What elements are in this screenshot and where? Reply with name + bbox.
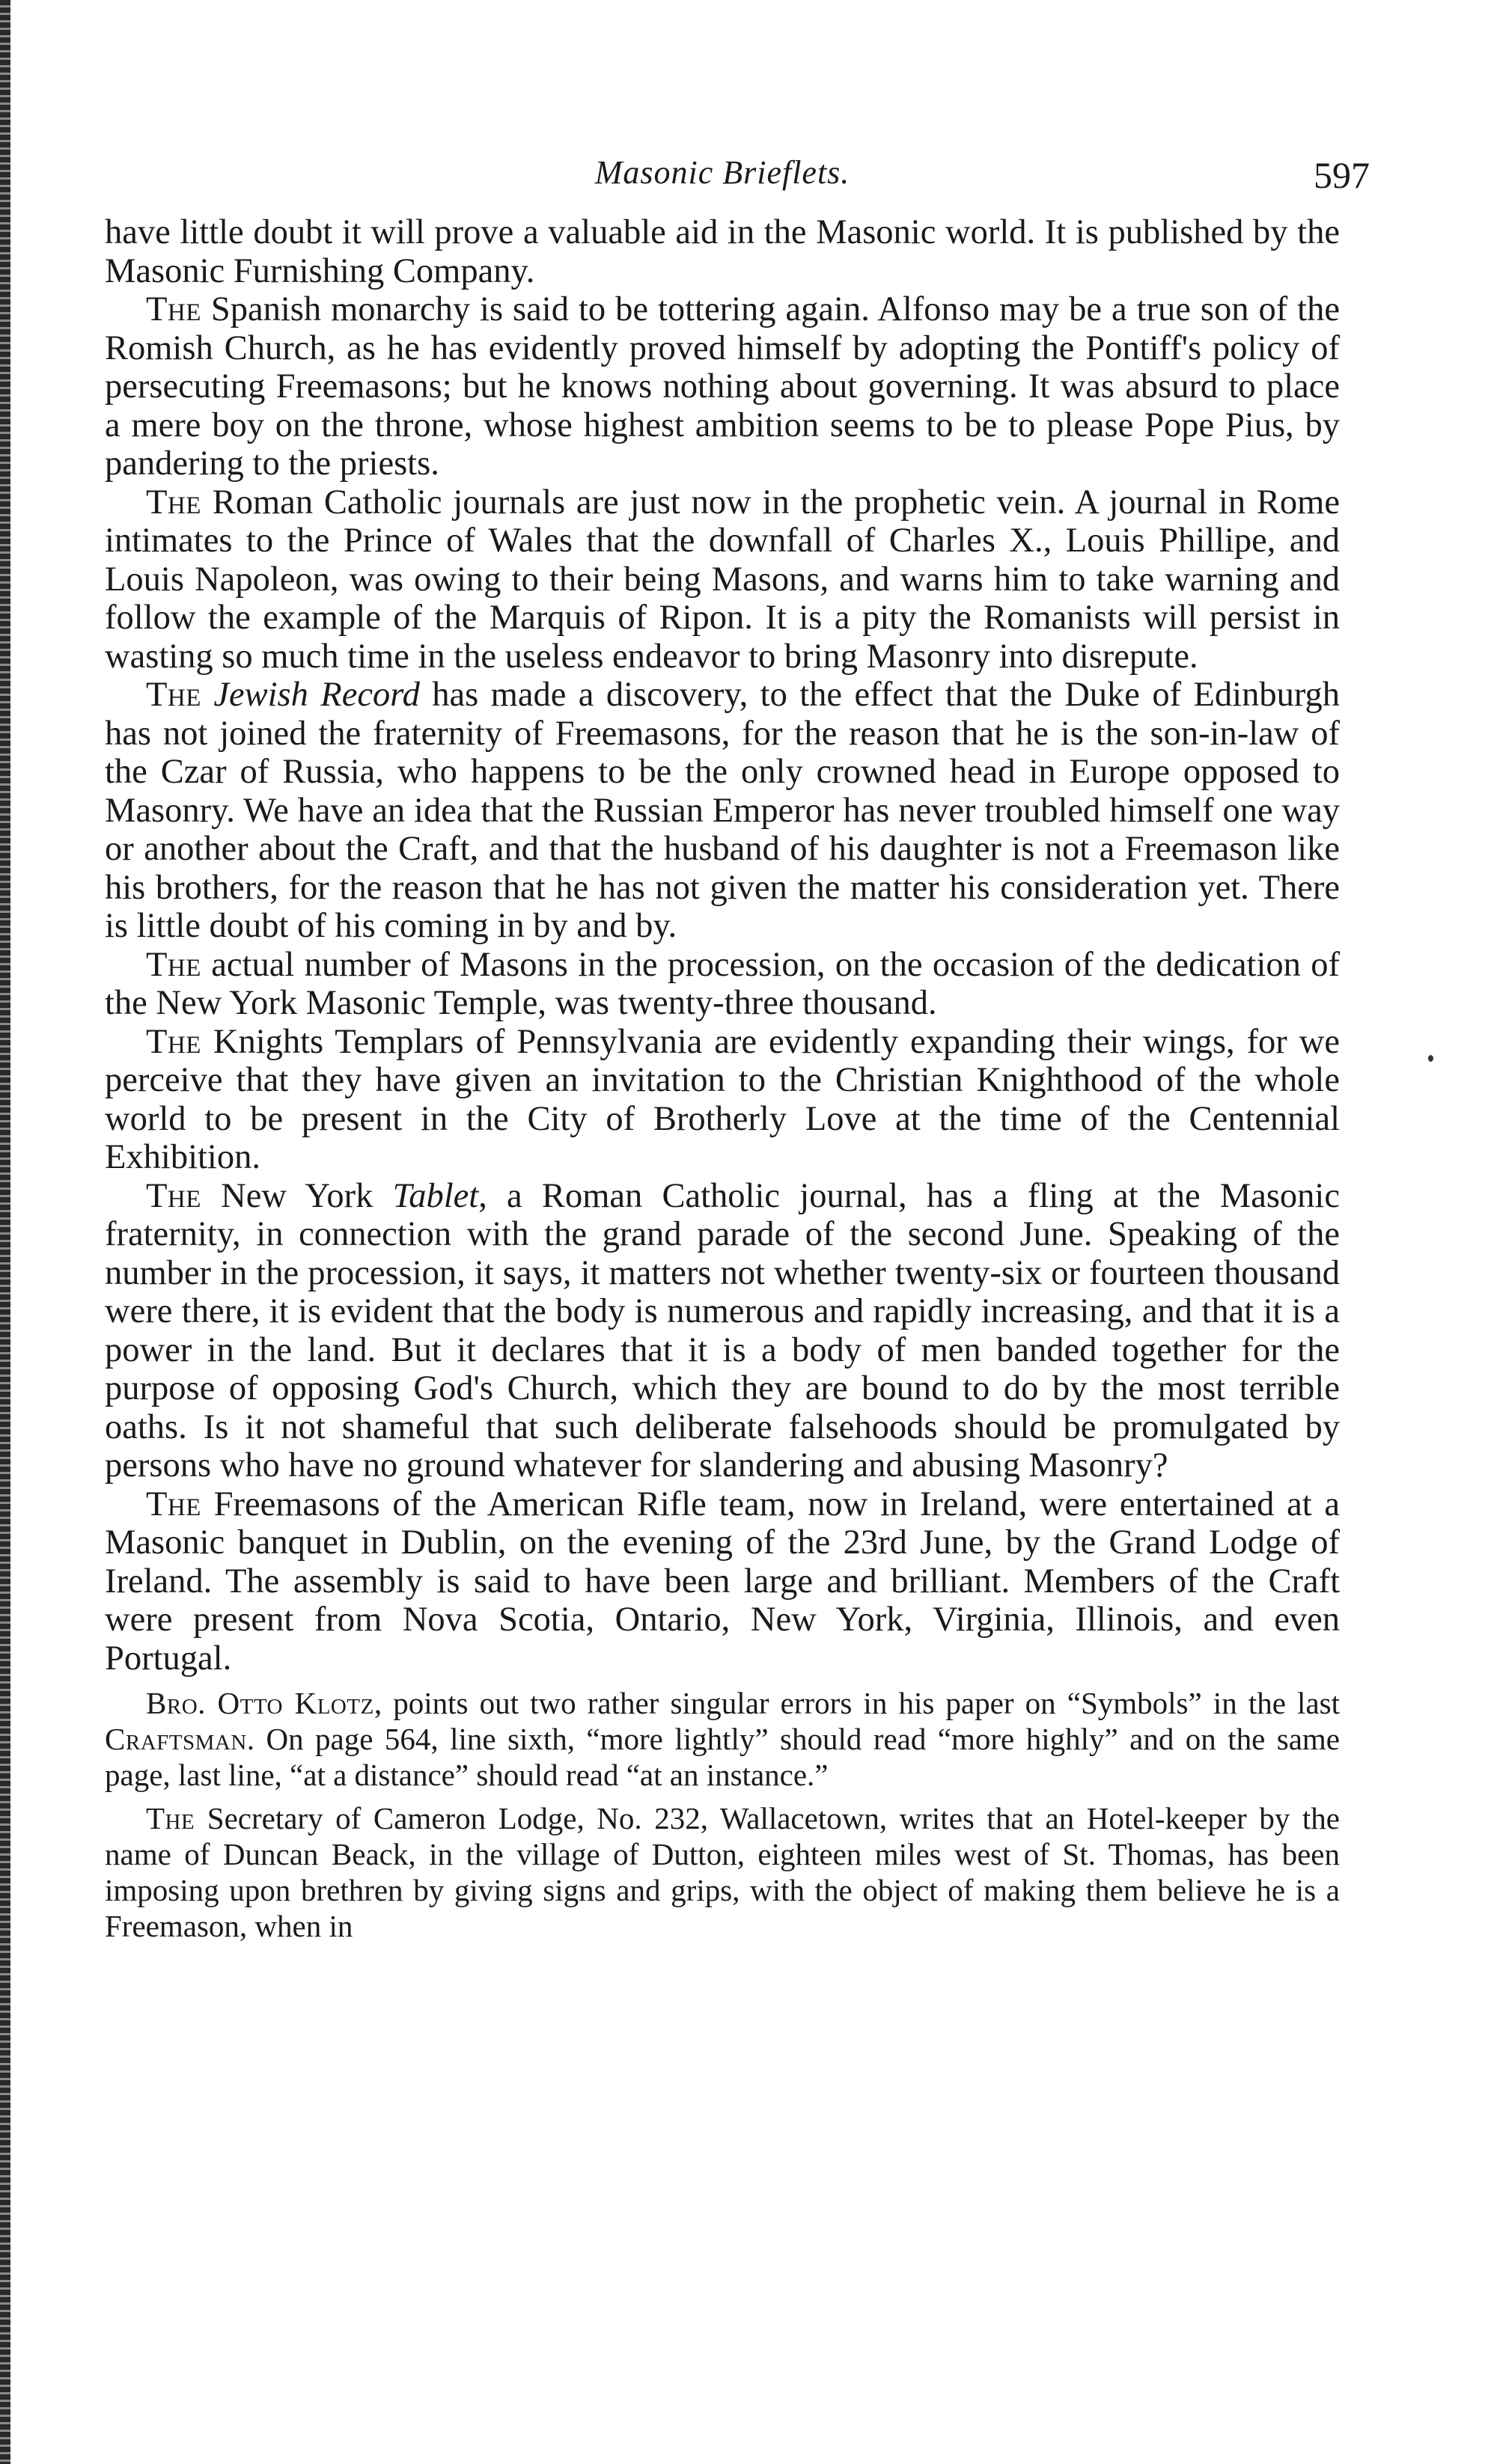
paragraph-lead: The — [146, 676, 201, 714]
paragraph-text: . On page 564, line sixth, “more lightly” should read “more highly” and on the same page, last line, “at a distance” should read “at an instance.” — [105, 1722, 1340, 1792]
paragraph-text: has made a discovery, to the effect that the Duke of Edinburgh has not joined the fraternity of Freemasons, for the reason that he is the son-in-law of the Czar of Russia, who happens to be the only crowned head in Europe opposed to Masonry. We have an idea that the Russian Emperor has never troubled himself one way or another about the Craft, and that the husband of his daughter is not a Freemason like his brothers, for the reason that he has not given the matter his consideration yet. There is little doubt of his coming in by and by. — [105, 676, 1340, 945]
paragraph-text: Freemasons of the American Rifle team, now in Ireland, were entertained at a Masonic banquet in Dublin, on the evening of the 23rd June, by the Grand Lodge of Ireland. The assembly is said to have been large and brilliant. Members of the Craft were present from Nova Scotia, Ontario, New York, Virginia, Illinois, and even Portugal. — [105, 1485, 1340, 1678]
paragraph-8 — [105, 1485, 1340, 1678]
paragraph-pre: , points out two rather singular errors in his paper on “Symbols” in the last — [373, 1686, 1340, 1720]
page-header — [105, 153, 1370, 213]
paragraph-2 — [105, 290, 1340, 483]
paragraph-lead: The — [146, 1485, 201, 1523]
paragraph-text: actual number of Masons in the procession, on the occasion of the dedication of the New York Masonic Temple, was twenty-three thousand. — [105, 945, 1340, 1022]
paragraph-text: have little doubt it will prove a valuable aid in the Masonic world. It is published by the Masonic Furnishing Company. — [105, 213, 1340, 290]
paragraph-lead: The — [146, 945, 201, 984]
article-body — [105, 213, 1340, 1944]
paragraph-4 — [105, 676, 1340, 946]
paragraph-lead: The — [146, 1022, 201, 1061]
paragraph-6 — [105, 1023, 1340, 1177]
paragraph-9 — [105, 1685, 1340, 1793]
paragraph-3 — [105, 483, 1340, 676]
paragraph-5 — [105, 946, 1340, 1023]
paragraph-lead: The — [146, 1176, 201, 1215]
publication-title: Jewish Record — [213, 676, 420, 714]
paragraph-lead: The — [146, 483, 201, 522]
paragraph-7 — [105, 1177, 1340, 1485]
page — [105, 153, 1370, 1944]
paragraph-lead: The — [146, 1801, 195, 1835]
paragraph-text: , a Roman Catholic journal, has a fling at the Masonic fraternity, in connection with the grand parade of the second June. Speaking of the number in the procession, it says, it matters not whether twenty-six or fourteen thousand were there, it is evident that the body is numerous and rapidly increasing, and that it is a power in the land. But it declares that it is a body of men banded together for the purpose of opposing God's Church, which they are bound to do by the most terrible oaths. Is it not shameful that such deliberate falsehoods should be promulgated by persons who have no ground whatever for slandering and abusing Masonry? — [105, 1176, 1340, 1485]
paragraph-pre: New York — [201, 1176, 393, 1215]
paragraph-lead: The — [146, 290, 201, 328]
page-number: 597 — [1314, 154, 1370, 196]
ink-speck — [1428, 1055, 1433, 1062]
paragraph-text: Knights Templars of Pennsylvania are evidently expanding their wings, for we perceive that they have given an invitation to the Christian Knighthood of the whole world to be present in the City of Brotherly Love at the time of the Centennial Exhibition. — [105, 1022, 1340, 1176]
running-title: Masonic Brieflets. — [594, 154, 850, 191]
paragraph-1 — [105, 213, 1340, 290]
publication-title: Tablet — [392, 1176, 479, 1215]
paragraph-text: Secretary of Cameron Lodge, No. 232, Wallacetown, writes that an Hotel-keeper by the name of Duncan Beack, in the village of Dutton, eighteen miles west of St. Thomas, has been imposing upon brethren by giving signs and grips, with the object of making them believe he is a Freemason, when in — [105, 1801, 1340, 1943]
paragraph-text: Roman Catholic journals are just now in the prophetic vein. A journal in Rome intimates to the Prince of Wales that the downfall of Charles X., Louis Phillipe, and Louis Napoleon, was owing to their being Masons, and warns him to take warning and follow the example of the Marquis of Ripon. It is a pity the Romanists will persist in wasting so much time in the useless endeavor to bring Masonry into disrepute. — [105, 483, 1340, 676]
binding-edge — [0, 0, 10, 2464]
paragraph-10 — [105, 1800, 1340, 1944]
paragraph-lead: Bro. Otto Klotz — [146, 1686, 374, 1720]
paragraph-text: Spanish monarchy is said to be tottering again. Alfonso may be a true son of the Romish Church, as he has evidently proved himself by adopting the Pontiff's policy of persecuting Freemasons; but he knows nothing about governing. It was absurd to place a mere boy on the throne, whose highest ambition seems to be to please Pope Pius, by pandering to the priests. — [105, 290, 1340, 483]
publication-name: Craftsman — [105, 1722, 247, 1756]
